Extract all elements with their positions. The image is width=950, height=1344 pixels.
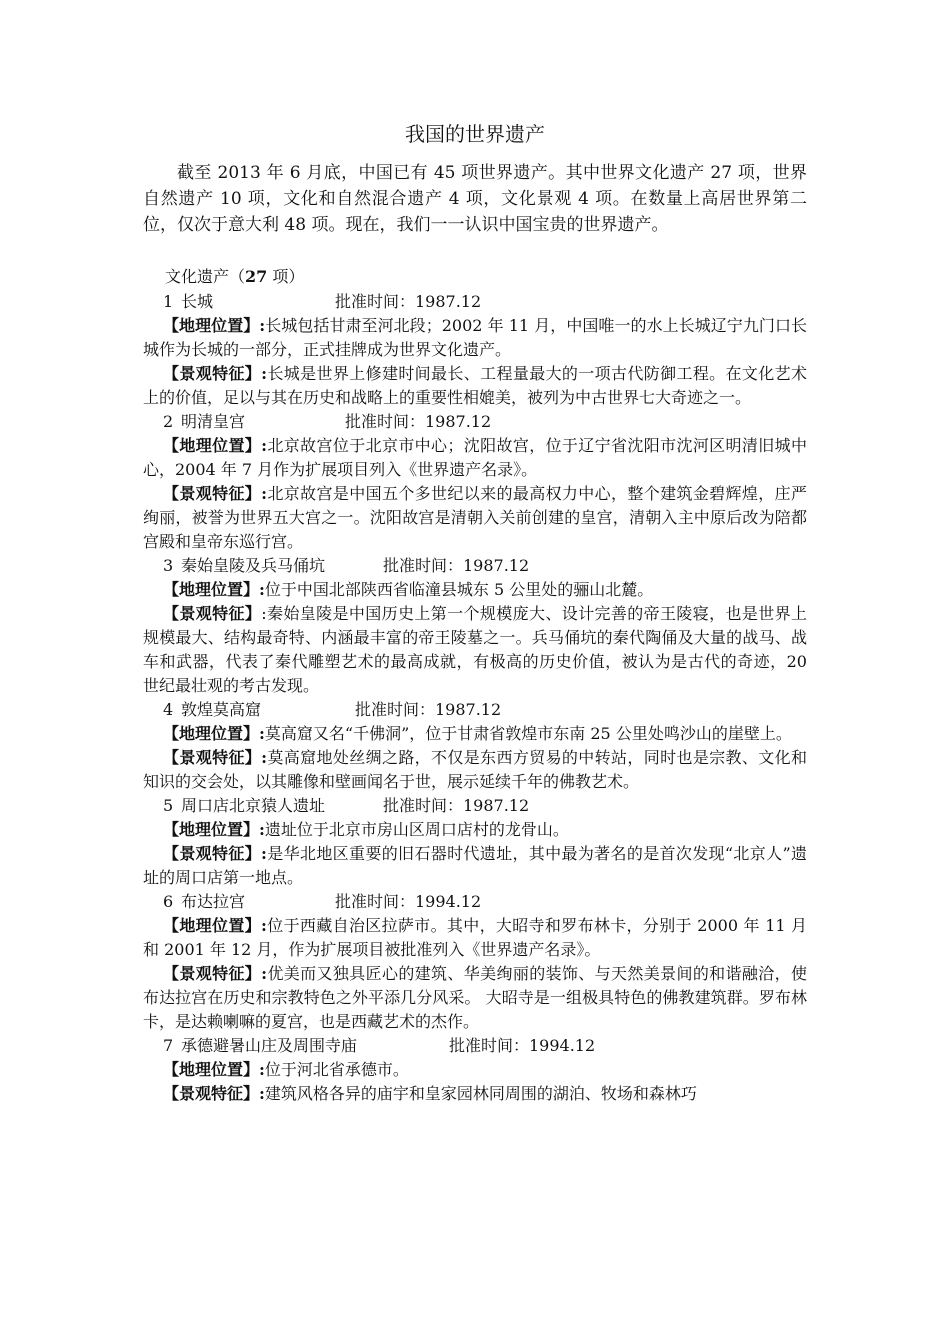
- location-tag: 【地理位置】:: [163, 916, 267, 935]
- intro-paragraph: 截至 2013 年 6 月底，中国已有 45 项世界遗产。其中世界文化遗产 27 项，世界自然遗产 10 项，文化和自然混合遗产 4 项，文化景观 4 项。在数量上高居世界第二位，仅次于意大利 48 项。现在，我们一一认识中国宝贵的世界遗产。: [143, 163, 807, 235]
- location-paragraph: [143, 722, 807, 746]
- site-number: 1: [163, 292, 174, 311]
- feature-paragraph: [143, 362, 807, 410]
- section-title: [143, 264, 807, 290]
- location-paragraph: [143, 578, 807, 602]
- site-name: 明清皇宫: [181, 412, 246, 431]
- site-name: 秦始皇陵及兵马俑坑: [181, 556, 326, 575]
- location-text: 长城包括甘肃至河北段；2002 年 11 月，中国唯一的水上长城辽宁九门口长城作为长城的一部分，正式挂牌成为世界文化遗产。: [143, 316, 807, 359]
- site-name: 布达拉宫: [181, 892, 246, 911]
- feature-text: 长城是世界上修建时间最长、工程量最大的一项古代防御工程。在文化艺术上的价值，足以与其在历史和战略上的重要性相媲美，被列为中古世界七大奇迹之一。: [143, 364, 807, 407]
- approval-date: 批准时间：1994.12: [449, 1036, 596, 1055]
- feature-paragraph: [143, 962, 807, 1034]
- site-number: 5: [163, 796, 174, 815]
- location-tag: 【地理位置】:: [163, 1060, 265, 1079]
- site-heading: [143, 1034, 807, 1058]
- feature-text: 莫高窟地处丝绸之路，不仅是东西方贸易的中转站，同时也是宗教、文化和知识的交会处，以其雕像和壁画闻名于世，展示延续千年的佛教艺术。: [143, 748, 807, 791]
- location-text: 位于河北省承德市。: [264, 1060, 409, 1079]
- feature-text: 优美而又独具匠心的建筑、华美绚丽的装饰、与天然美景间的和谐融洽，使布达拉宫在历史和宗教特色之外平添几分风采。 大昭寺是一组极具特色的佛教建筑群。罗布林卡，是达赖喇嘛的夏宫，也是西藏艺术的杰作。: [143, 964, 807, 1031]
- site-heading: [143, 554, 807, 578]
- feature-tag: 【景观特征】:: [163, 364, 268, 383]
- section-title-prefix: 文化遗产（: [165, 267, 246, 286]
- feature-text: :秦始皇陵是中国历史上第一个规模庞大、设计完善的帝王陵寝，也是世界上规模最大、结构最奇特、内涵最丰富的帝王陵墓之一。兵马俑坑的秦代陶俑及大量的战马、战车和武器，代表了秦代雕塑艺术的最高成就，有极高的历史价值，被认为是古代的奇迹，20 世纪最壮观的考古发现。: [143, 604, 807, 695]
- feature-paragraph: [143, 602, 807, 698]
- site-name: 承德避暑山庄及周围寺庙: [181, 1036, 358, 1055]
- location-paragraph: [143, 314, 807, 362]
- location-text: 位于中国北部陕西省临潼县城东 5 公里处的骊山北麓。: [264, 580, 654, 599]
- site-number: 7: [163, 1036, 174, 1055]
- feature-text: 建筑风格各异的庙宇和皇家园林同周围的湖泊、牧场和森林巧: [264, 1084, 697, 1103]
- approval-date: 批准时间：1987.12: [383, 796, 530, 815]
- blank-line: [143, 238, 807, 264]
- location-paragraph: [143, 818, 807, 842]
- feature-paragraph: [143, 746, 807, 794]
- location-tag: 【地理位置】:: [163, 436, 268, 455]
- approval-date: 批准时间：1987.12: [335, 292, 482, 311]
- location-text: 北京故宫位于北京市中心；沈阳故宫，位于辽宁省沈阳市沈河区明清旧城中心，2004 年 7 月作为扩展项目列入《世界遗产名录》。: [143, 436, 807, 479]
- site-heading: [143, 794, 807, 818]
- approval-date: 批准时间：1994.12: [335, 892, 482, 911]
- feature-tag: 【景观特征】:: [163, 748, 268, 767]
- feature-text: 是华北地区重要的旧石器时代遗址，其中最为著名的是首次发现“北京人”遗址的周口店第一地点。: [143, 844, 807, 887]
- feature-tag: 【景观特征】:: [163, 1084, 265, 1103]
- feature-tag: 【景观特征】:: [163, 484, 268, 503]
- site-heading: [143, 410, 807, 434]
- location-text: 位于西藏自治区拉萨市。其中，大昭寺和罗布林卡，分别于 2000 年 11 月和 2001 年 12 月，作为扩展项目被批准列入《世界遗产名录》。: [143, 916, 807, 959]
- feature-tag: 【景观特征】:: [163, 844, 267, 863]
- site-heading: [143, 290, 807, 314]
- approval-date: 批准时间：1987.12: [383, 556, 530, 575]
- site-name: 周口店北京猿人遗址: [181, 796, 326, 815]
- section-title-count: 27: [245, 267, 268, 286]
- site-heading: [143, 698, 807, 722]
- feature-text: 北京故宫是中国五个多世纪以来的最高权力中心，整个建筑金碧辉煌，庄严绚丽，被誉为世界五大宫之一。沈阳故宫是清朝入关前创建的皇宫，清朝入主中原后改为陪都宫殿和皇帝东巡行宫。: [143, 484, 807, 551]
- site-number: 3: [163, 556, 174, 575]
- site-number: 2: [163, 412, 174, 431]
- location-text: 莫高窟又名“千佛洞”，位于甘肃省敦煌市东南 25 公里处鸣沙山的崖壁上。: [264, 724, 792, 743]
- section-title-suffix: 项）: [267, 267, 305, 286]
- location-text: 遗址位于北京市房山区周口店村的龙骨山。: [264, 820, 569, 839]
- feature-tag: 【景观特征】: [163, 604, 262, 623]
- approval-date: 批准时间：1987.12: [355, 700, 502, 719]
- site-heading: [143, 890, 807, 914]
- feature-paragraph: [143, 842, 807, 890]
- location-paragraph: [143, 434, 807, 482]
- page-title: 我国的世界遗产: [405, 122, 545, 146]
- feature-paragraph: [143, 1082, 807, 1106]
- site-name: 长城: [181, 292, 214, 311]
- location-paragraph: [143, 1058, 807, 1082]
- feature-paragraph: [143, 482, 807, 554]
- location-paragraph: [143, 914, 807, 962]
- approval-date: 批准时间：1987.12: [345, 412, 492, 431]
- location-tag: 【地理位置】:: [163, 820, 265, 839]
- feature-tag: 【景观特征】:: [163, 964, 268, 983]
- site-number: 6: [163, 892, 174, 911]
- location-tag: 【地理位置】:: [163, 580, 265, 599]
- site-number: 4: [163, 700, 174, 719]
- location-tag: 【地理位置】:: [163, 316, 266, 335]
- site-name: 敦煌莫高窟: [181, 700, 262, 719]
- location-tag: 【地理位置】:: [163, 724, 265, 743]
